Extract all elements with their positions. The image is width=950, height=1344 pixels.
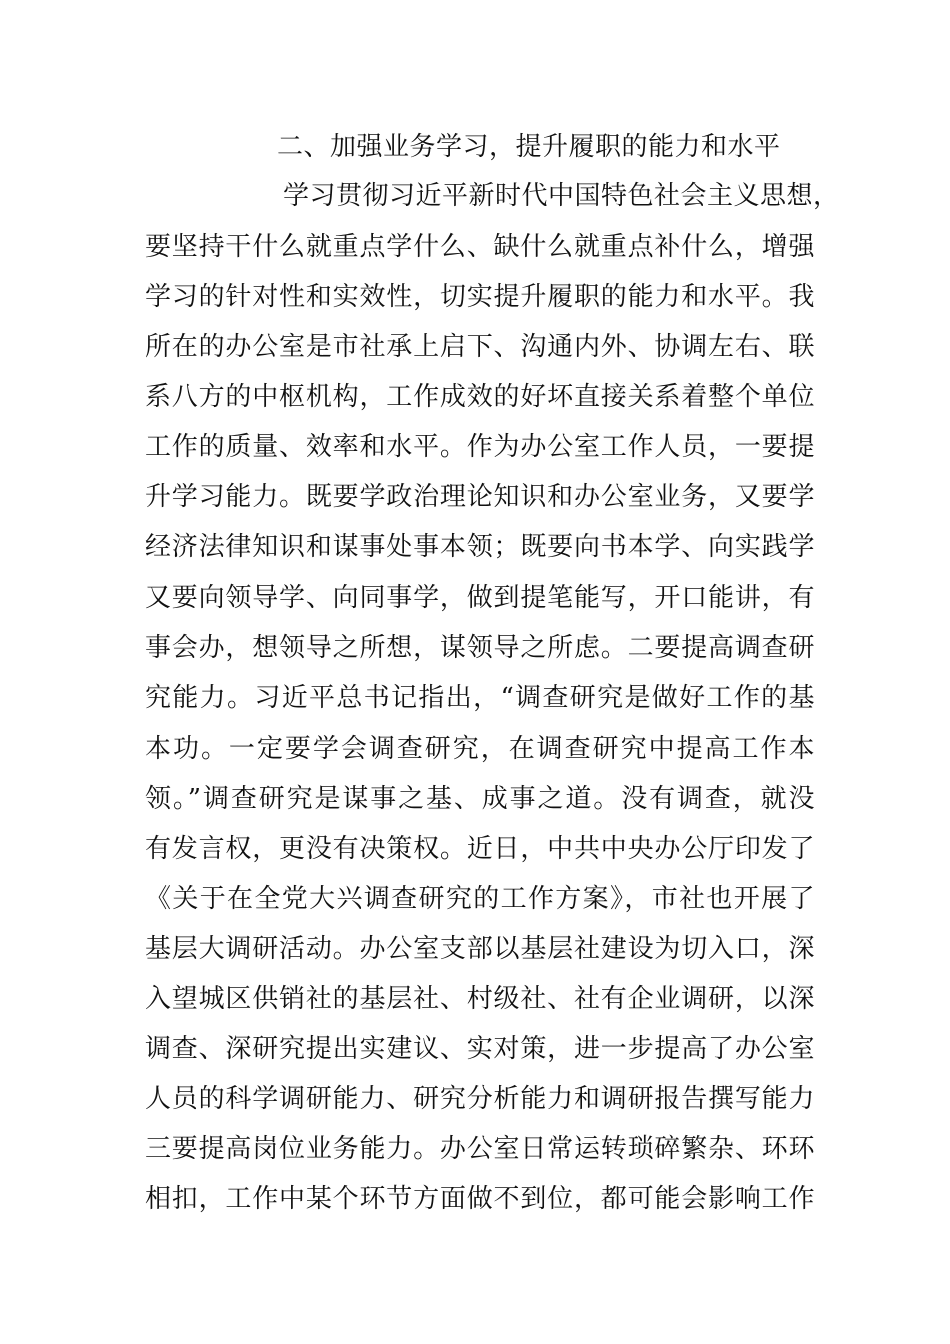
paragraph-line: 所在的办公室是市社承上启下、沟通内外、协调左右、联: [145, 332, 815, 362]
paragraph-line: 三要提高岗位业务能力。办公室日常运转琐碎繁杂、环环: [145, 1134, 815, 1164]
section-heading: 二、加强业务学习，提升履职的能力和水平: [277, 132, 781, 162]
paragraph-line: 系八方的中枢机构，工作成效的好坏直接关系着整个单位: [145, 382, 815, 412]
paragraph-line: 调查、深研究提出实建议、实对策，进一步提高了办公室: [145, 1034, 815, 1064]
paragraph-line: 基层大调研活动。办公室支部以基层社建设为切入口，深: [145, 934, 815, 964]
paragraph-line: 相扣，工作中某个环节方面做不到位，都可能会影响工作: [145, 1184, 815, 1214]
paragraph-line: 学习贯彻习近平新时代中国特色社会主义思想，: [283, 181, 840, 211]
paragraph-line: 要坚持干什么就重点学什么、缺什么就重点补什么，增强: [145, 232, 815, 262]
paragraph-line: 《关于在全党大兴调查研究的工作方案》，市社也开展了: [145, 884, 815, 914]
paragraph-line: 人员的科学调研能力、研究分析能力和调研报告撰写能力: [145, 1084, 815, 1114]
paragraph-line: 本功。一定要学会调查研究，在调查研究中提高工作本: [145, 734, 815, 764]
paragraph-line: 升学习能力。既要学政治理论知识和办公室业务，又要学: [145, 482, 815, 512]
paragraph-line: 有发言权，更没有决策权。近日，中共中央办公厅印发了: [145, 834, 815, 864]
paragraph-line: 入望城区供销社的基层社、村级社、社有企业调研，以深: [145, 984, 815, 1014]
paragraph-line: 又要向领导学、向同事学，做到提笔能写，开口能讲，有: [145, 583, 815, 613]
paragraph-line: 工作的质量、效率和水平。作为办公室工作人员，一要提: [145, 432, 815, 462]
paragraph-line: 事会办，想领导之所想，谋领导之所虑。二要提高调查研: [145, 633, 815, 663]
paragraph-line: 领。”调查研究是谋事之基、成事之道。没有调查，就没: [145, 784, 815, 814]
paragraph-line: 学习的针对性和实效性，切实提升履职的能力和水平。我: [145, 282, 815, 312]
paragraph-line: 究能力。习近平总书记指出，“调查研究是做好工作的基: [145, 683, 815, 713]
paragraph-line: 经济法律知识和谋事处事本领；既要向书本学、向实践学: [145, 532, 815, 562]
